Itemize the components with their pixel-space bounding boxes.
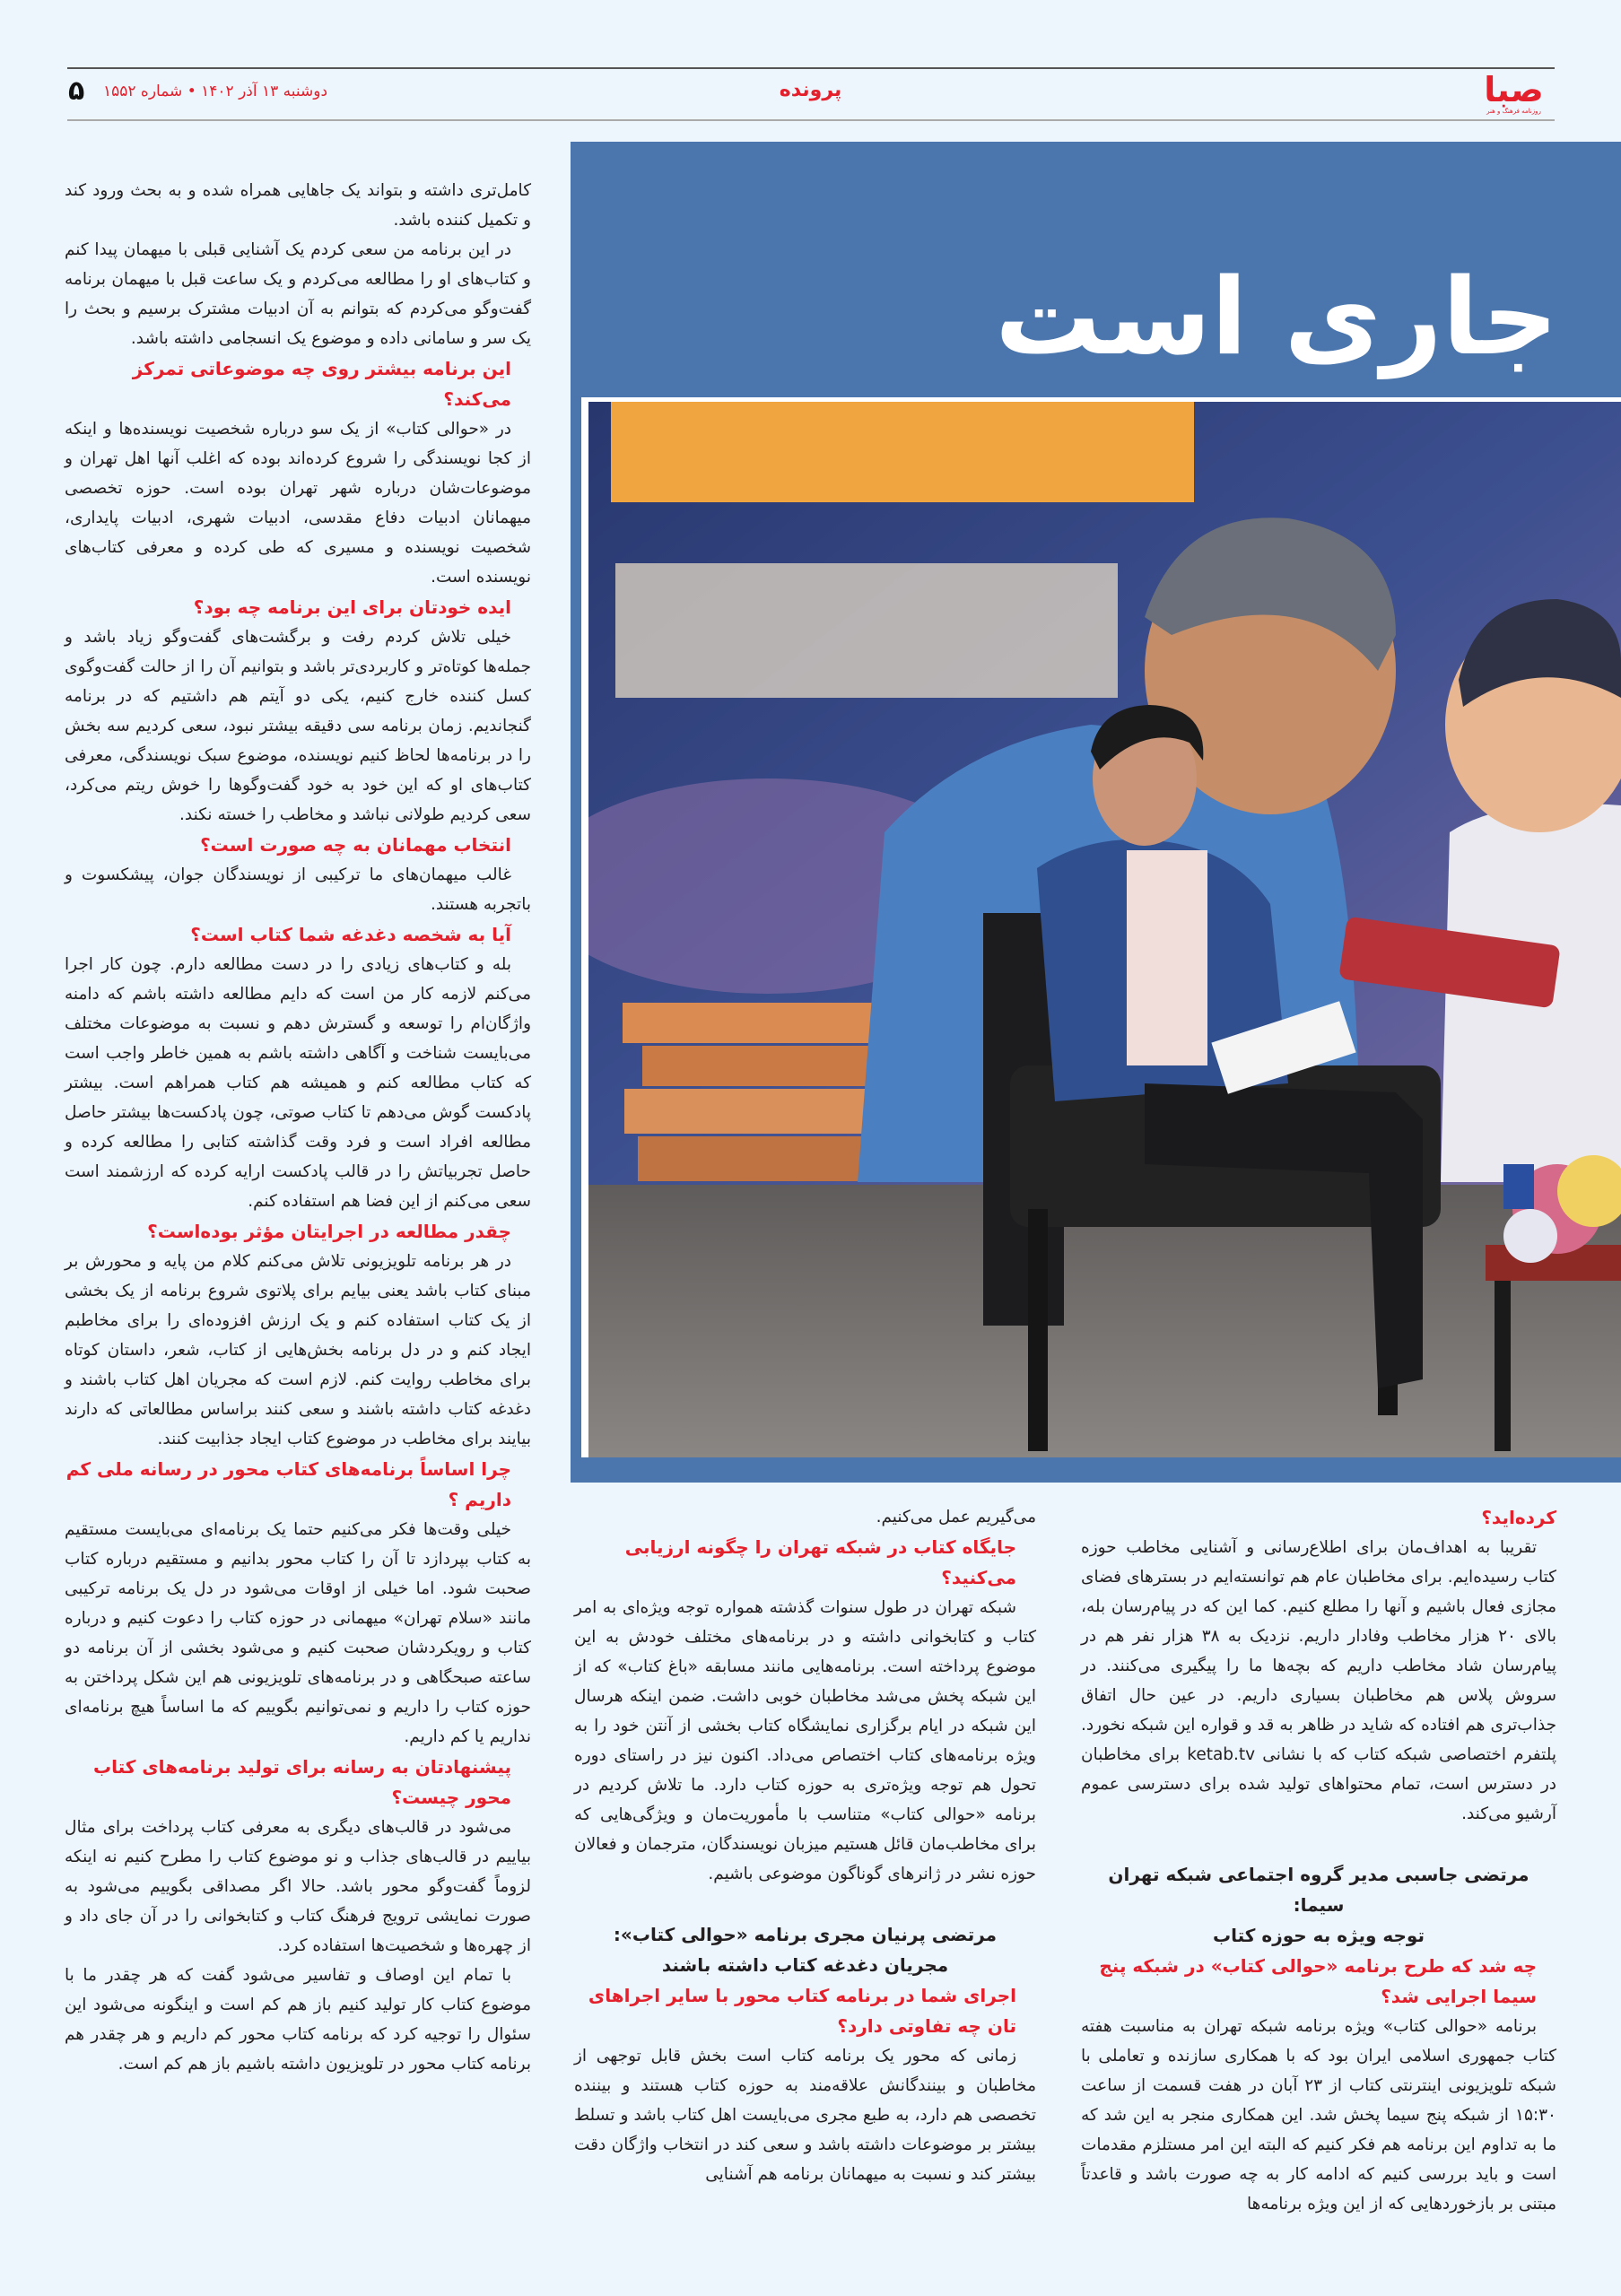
header-top-rule <box>67 67 1555 69</box>
paragraph: شبکه تهران در طول سنوات گذشته همواره توجه ویژه‌ای به امر کتاب و کتابخوانی داشته و در برنامه‌های مختلف خودش به این موضوع پرداخته است. برنامه‌هایی مانند مسابقه «باغ کتاب» که از این شبکه پخش می‌شد مخاطبان خوبی داشت. ضمن اینکه هرسال این شبکه در ایام برگزاری نمایشگاه کتاب بخشی از آنتن خود را به ویژه برنامه‌های کتاب اختصاص می‌داد. اکنون نیز در راستای دوره تحول هم توجه ویژه‌تری به حوزه کتاب دارد. ما تلاش کردیم در برنامه «حوالی کتاب» متناسب با مأموریت‌مان و ویژگی‌هایی که برای مخاطب‌مان قائل هستیم میزبان نویسندگان، مترجمان و فعالان حوزه نشر در ژانرهای گوناگون موضوعی باشیم. <box>574 1598 1036 1883</box>
question-heading: ایده خودتان برای این برنامه چه بود؟ <box>193 596 511 618</box>
paragraph: در «حوالی کتاب» از یک سو درباره شخصیت نویسنده‌ها و اینکه از کجا نویسندگی را شروع کرده‌اند بوده که اغلب آنها اهل تهران و موضوعات‌شان درباره شهر تهران بوده است. حوزه تخصصی میهمانان ادبیات دفاع مقدسی، ادبیات شهری، ادبیات پایداری، شخصیت نویسنده و مسیری که طی کرده و معرفی کتاب‌های نویسنده است. <box>65 420 531 587</box>
question-heading: چه شد که طرح برنامه «حوالی کتاب» در شبکه پنج سیما اجرایی شد؟ <box>1099 1955 1537 2007</box>
spacer <box>1081 1829 1556 1859</box>
page-number: ۵ <box>68 75 85 107</box>
date-issue: دوشنبه ۱۳ آذر ۱۴۰۲ • شماره ۱۵۵۲ <box>103 83 328 100</box>
paragraph: کامل‌تری داشته و بتواند یک جاهایی همراه شده و به بحث ورود کند و تکمیل کننده باشد. <box>65 181 531 230</box>
logo-wordmark: صبا <box>1484 70 1544 109</box>
logo-tagline: روزنامه فرهنگ و هنر <box>1486 108 1541 115</box>
paragraph: تقریبا به اهداف‌مان برای اطلاع‌رسانی و آشنایی مخاطب حوزه کتاب رسیده‌ایم. برای مخاطبان عام هم توانسته‌ایم در بسترهای فضای مجازی فعال باشیم و آنها را مطلع کنیم. کما این که در پیام‌رسان بله، بالای ۲۰ هزار مخاطب وفادار داریم. نزدیک به ۳۸ هزار نفر هم در پیام‌رسان شاد مخاطب داریم که بچه‌ها ما را پیگیری می‌کنند. در سروش پلاس هم مخاطبان بسیاری داریم. در عین حال اتفاق جذاب‌تری هم افتاده که شاید در ظاهر به قد و قواره این شبکه نخورد. پلتفرم اختصاصی شبکه کتاب که با نشانی ketab.tv برای مخاطبان در دسترس است، تمام محتواهای تولید شده برای دسترسی عموم آرشیو می‌کند. <box>1081 1538 1557 1823</box>
question-heading: چقدر مطالعه در اجرایتان مؤثر بوده‌است؟ <box>147 1221 511 1242</box>
article-title: جاری است <box>995 255 1558 378</box>
paragraph: برنامه «حوالی کتاب» ویژه برنامه شبکه تهران به مناسبت هفته کتاب جمهوری اسلامی ایران بود که با همکاری سازنده و تعاملی با شبکه تلویزیونی اینترنتی کتاب از ۲۳ آبان در هفت قسمت از ساعت ۱۵:۳۰ از شبکه پنج سیما پخش شد. این همکاری منجر به این شد که ما به تداوم این برنامه هم فکر کنیم که البته این امر مستلزم مقدمات است و باید بررسی کنیم که ادامه کار به چه صورت باشد و قاعدتاً مبتنی بر بازخوردهایی که از این ویژه برنامه‌ها <box>1081 2017 1556 2213</box>
studio-photo-illustration <box>588 402 1621 1457</box>
interview-subheading: مرتضی جاسبی مدیر گروه اجتماعی شبکه تهران سیما: <box>1108 1864 1529 1916</box>
article-photo <box>581 397 1621 1457</box>
book-stack <box>623 1003 876 1181</box>
question-heading: آیا به شخصه دغدغه شما کتاب است؟ <box>190 924 511 945</box>
middle-column <box>574 1502 1036 2189</box>
backdrop-lettering <box>615 563 1118 698</box>
question-heading: جایگاه کتاب در شبکه تهران را چگونه ارزیابی می‌کنید؟ <box>624 1536 1016 1588</box>
paragraph: خیلی تلاش کردم رفت و برگشت‌های گفت‌وگو زیاد باشد و جمله‌ها کوتاه‌تر و کاربردی‌تر باشد و بتوانیم آن را از حالت گفت‌وگوی کسل کننده خارج کنیم، یکی دو آیتم هم داشتیم که در برنامه گنجاندیم. زمان برنامه سی دقیقه بیشتر نبود، سعی کردیم سه بخش را در برنامه‌ها لحاظ کنیم نویسنده، موضوع سبک نویسندگی، معرفی کتاب‌های او که این خود به خود گفت‌وگوها را خوش ریتم می‌کرد، سعی کردیم طولانی نباشد و مخاطب را خسته نکند. <box>65 628 531 824</box>
right-column <box>1081 1502 1556 2219</box>
left-column <box>65 176 531 2079</box>
paragraph: زمانی که محور یک برنامه کتاب است بخش قابل توجهی از مخاطبان و بینندگانش علاقه‌مند به حوزه کتاب هستند و بیننده تخصصی هم دارد، به طبع مجری می‌بایست اهل کتاب باشد و تسلط بیشتر بر موضوعات داشته باشد و سعی کند در انتخاب واژگان دقت بیشتر کند و نسبت به میهمانان برنامه هم آشنایی <box>574 2047 1036 2184</box>
question-heading: این برنامه بیشتر روی چه موضوعاتی تمرکز می‌کند؟ <box>132 358 511 410</box>
paragraph: با تمام این اوصاف و تفاسیر می‌شود گفت که هر چقدر ما با موضوع کتاب کار تولید کنیم باز هم کم است و اینگونه می‌شود این سئوال را توجیه کرد که برنامه کتاب محور کم داریم و هر چقدر هم برنامه کتاب محور در تلویزیون داشته باشیم باز هم کم است. <box>65 1966 531 2074</box>
header-bottom-rule <box>67 119 1555 121</box>
section-label: پرونده <box>779 79 842 101</box>
paragraph: می‌شود در قالب‌های دیگری به معرفی کتاب پرداخت برای مثال بیاییم در قالب‌های جذاب و نو موضوع کتاب را مطرح کنیم نه اینکه لزوماً گفت‌وگو محور باشد. حالا اگر مصداقی بگوییم می‌شود به صورت نمایشی ترویج فرهنگ کتاب و کتابخوانی را در آن جای داد و از چهره‌ها و شخصیت‌ها استفاده کرد. <box>65 1818 531 1955</box>
paragraph: بله و کتاب‌های زیادی را در دست مطالعه دارم. چون کار اجرا می‌کنم لازمه کار من است که دایم مطالعه داشته باشم که دامنه واژگان‌ام را توسعه و گسترش دهم و نسبت به موضوعات مختلف می‌بایست شناخت و آگاهی داشته باشم به همین خاطر واجب است که کتاب مطالعه کنم و همیشه هم کتاب همراهم است. بیشتر پادکست گوش می‌دهم تا کتاب صوتی، چون پادکست‌ها بیشتر حاصل مطالعه افراد است و فرد وقت گذاشته کتابی را مطالعه کرده و حاصل تجربیاتش را در قالب پادکست ارایه کرده که ارزشمند است سعی می‌کنم از این فضا هم استفاده کنم. <box>65 955 531 1211</box>
paragraph: غالب میهمان‌های ما ترکیبی از نویسندگان جوان، پیشکسوت و باتجربه هستند. <box>65 865 531 914</box>
question-heading: پیشنهادتان به رسانه برای تولید برنامه‌های کتاب محور چیست؟ <box>92 1756 511 1808</box>
paragraph: در این برنامه من سعی کردم یک آشنایی قبلی با میهمان پیدا کنم و کتاب‌های او را مطالعه می‌کردم و یک ساعت قبل با میهمان برنامه گفت‌وگو می‌کردم که بتوانم به آن ادبیات مشترک برسیم و بحث را یک سر و سامانی داده و موضوع یک انسجامی داشته باشد. <box>65 240 531 348</box>
spacer <box>574 1889 1036 1919</box>
interview-subheading: توجه ویژه به حوزه کتاب <box>1213 1925 1425 1946</box>
paragraph: می‌گیریم عمل می‌کنیم. <box>876 1508 1036 1526</box>
paragraph: خیلی وقت‌ها فکر می‌کنیم حتما یک برنامه‌ای می‌بایست مستقیم به کتاب بپردازد تا آن را کتاب محور بدانیم و مستقیم درباره کتاب صحبت شود. اما خیلی از اوقات می‌شود در دل یک برنامه ترکیبی مانند «سلام تهران» میهمانی در حوزه کتاب را دعوت کنیم و درباره کتاب و رویکردشان صحبت کنیم و می‌شود بخشی از آن برنامه دو ساعته صبحگاهی و در برنامه‌های تلویزیونی هم این شکل پرداختن به حوزه کتاب را داریم و نمی‌توانیم بگوییم که ما اساساً هیچ برنامه‌ای نداریم یا کم داریم. <box>65 1520 531 1746</box>
feature-panel <box>571 142 1621 1483</box>
interview-subheading: مجریان دغدغه کتاب داشته باشند <box>661 1954 949 1976</box>
backdrop-banner <box>611 402 1194 502</box>
question-heading: اجرای شما در برنامه کتاب محور با سایر اجراهای تان چه تفاوتی دارد؟ <box>588 1985 1016 2037</box>
interview-subheading: مرتضی پرنیان مجری برنامه «حوالی کتاب»: <box>613 1924 998 1945</box>
question-heading: کرده‌اید؟ <box>1481 1507 1556 1528</box>
question-heading: چرا اساساً برنامه‌های کتاب محور در رسانه ملی کم داریم ؟ <box>65 1458 511 1510</box>
question-heading: انتخاب مهمانان به چه صورت است؟ <box>200 834 511 856</box>
paragraph: در هر برنامه تلویزیونی تلاش می‌کنم کلام من پایه و محورش بر مبنای کتاب باشد یعنی بیایم برای پلاتوی شروع برنامه از یک بخشی از یک کتاب استفاده کنم و یک ارزش افزوده‌ای را برای مخاطبم ایجاد کنم و در دل برنامه بخش‌هایی از کتاب، شعر، داستان کوتاه برای مخاطب روایت کنم. لازم است که مجریان اهل کتاب باشند و دغدغه کتاب داشته باشند و سعی کنند براساس مطالعاتی که دارند بیایند برای مخاطب در موضوع کتاب ایجاد جذابیت کنند. <box>65 1252 531 1448</box>
